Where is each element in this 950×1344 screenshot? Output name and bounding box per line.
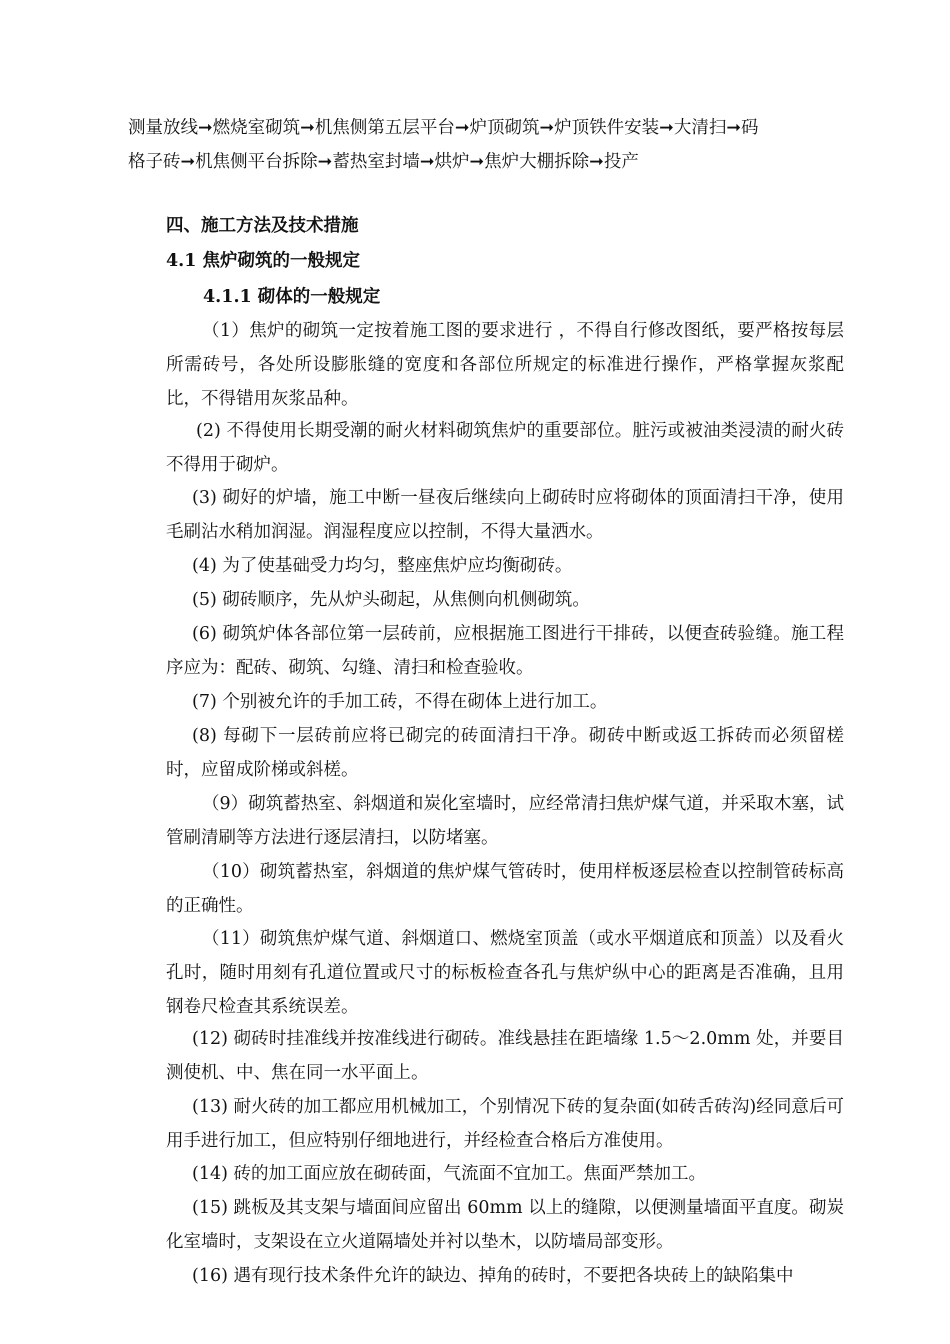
- paragraph-1: （1）焦炉的砌筑一定按着施工图的要求进行 ，不得自行修改图纸，要严格按每层所需砖号，各处所设膨胀缝的宽度和各部位所规定的标准进行操作，严格掌握灰浆配比，不得错用灰浆品种。: [166, 321, 844, 409]
- sub-sub-heading: 4.1.1 砌体的一般规定: [203, 287, 381, 307]
- paragraph-3: (3) 砌好的炉墙，施工中断一昼夜后继续向上砌砖时应将砌体的顶面清扫干净，使用毛刷沾水稍加润湿。润湿程度应以控制，不得大量洒水。: [166, 488, 844, 542]
- paragraph-7: (7) 个别被允许的手加工砖，不得在砌体上进行加工。: [192, 692, 608, 712]
- paragraph-11: （11）砌筑焦炉煤气道、斜烟道口、燃烧室顶盖（或水平烟道底和顶盖）以及看火孔时，随时用刻有孔道位置或尺寸的标板检查各孔与焦炉纵中心的距离是否准确，且用钢卷尺检查其系统误差。: [166, 929, 844, 1017]
- paragraph-16: (16) 遇有现行技术条件允许的缺边、掉角的砖时，不要把各块砖上的缺陷集中: [192, 1266, 794, 1286]
- paragraph-13: (13) 耐火砖的加工都应用机械加工，个别情况下砖的复杂面(如砖舌砖沟)经同意后可用手进行加工，但应特别仔细地进行，并经检查合格后方准使用。: [166, 1097, 844, 1151]
- paragraph-4: (4) 为了使基础受力均匀，整座焦炉应均衡砌砖。: [192, 556, 573, 576]
- paragraph-5: (5) 砌砖顺序，先从炉头砌起，从焦侧向机侧砌筑。: [192, 590, 590, 610]
- paragraph-10: （10）砌筑蓄热室，斜烟道的焦炉煤气管砖时，使用样板逐层检查以控制管砖标高的正确性。: [166, 862, 844, 916]
- intro-line-2: 格子砖➞机焦侧平台拆除➞蓄热室封墙➞烘炉➞焦炉大棚拆除➞投产: [128, 152, 639, 172]
- paragraph-2: (2) 不得使用长期受潮的耐火材料砌筑焦炉的重要部位。脏污或被油类浸渍的耐火砖不得用于砌炉。: [166, 421, 844, 475]
- paragraph-14: (14) 砖的加工面应放在砌砖面，气流面不宜加工。焦面严禁加工。: [192, 1164, 706, 1184]
- paragraph-9: （9）砌筑蓄热室、斜烟道和炭化室墙时，应经常清扫焦炉煤气道，并采取木塞，试管刷清刷等方法进行逐层清扫，以防堵塞。: [166, 794, 844, 848]
- section-heading: 四、施工方法及技术措施: [166, 216, 359, 236]
- paragraph-8: (8) 每砌下一层砖前应将已砌完的砖面清扫干净。砌砖中断或返工拆砖而必须留槎时，应留成阶梯或斜槎。: [166, 726, 844, 780]
- intro-line-1: 测量放线➞燃烧室砌筑➞机焦侧第五层平台➞炉顶砌筑➞炉顶铁件安装➞大清扫➞码: [128, 118, 759, 138]
- paragraph-15: (15) 跳板及其支架与墙面间应留出 60mm 以上的缝隙，以便测量墙面平直度。砌炭化室墙时，支架设在立火道隔墙处并衬以垫木，以防墙局部变形。: [166, 1198, 844, 1252]
- paragraph-12: (12) 砌砖时挂准线并按准线进行砌砖。准线悬挂在距墙缘 1.5～2.0mm 处，并要目测使机、中、焦在同一水平面上。: [166, 1029, 844, 1083]
- sub-heading: 4.1 焦炉砌筑的一般规定: [166, 251, 361, 271]
- paragraph-6: (6) 砌筑炉体各部位第一层砖前，应根据施工图进行干排砖，以便查砖验缝。施工程序应为：配砖、砌筑、勾缝、清扫和检查验收。: [166, 624, 844, 678]
